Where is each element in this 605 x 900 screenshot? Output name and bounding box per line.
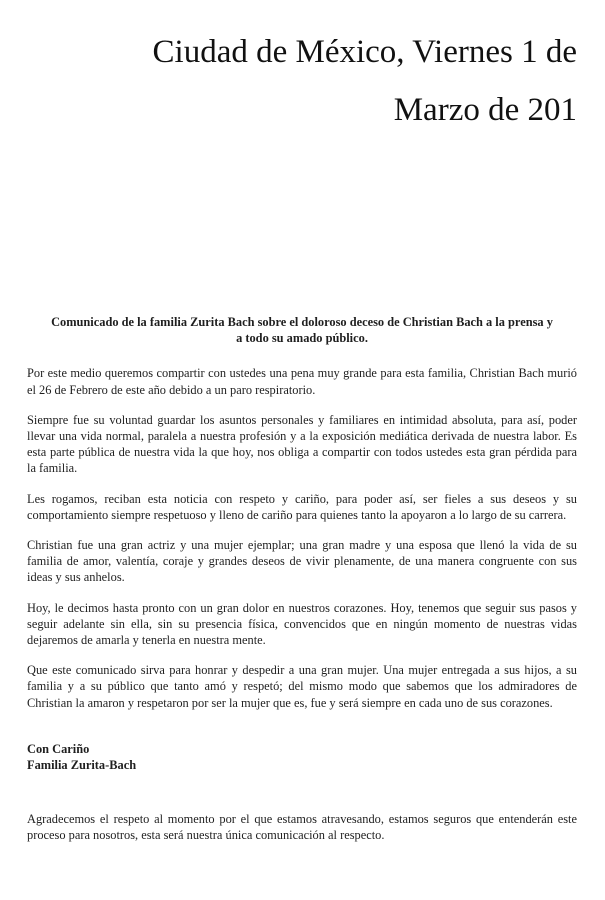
paragraph-2: Siempre fue su voluntad guardar los asuntos personales y familiares en intimidad absoluta, para así, poder llevar una vida normal, paralela a nuestra profesión y a la exposición mediática derivada de nuestra labor. Es esta parte pública de nuestra vida la que hoy, nos obliga a compartir con todos ustedes esta gran pérdida para la familia. <box>27 412 577 476</box>
signoff-greeting: Con Cariño <box>27 741 90 756</box>
statement-heading: Comunicado de la familia Zurita Bach sobre el doloroso deceso de Christian Bach a la prensa y a todo su amado público. <box>51 315 553 346</box>
paragraph-4: Christian fue una gran actriz y una mujer ejemplar; una gran madre y una esposa que llenó la vida de su familia de amor, valentía, coraje y grandes deseos de vivir plenamente, de una manera congruente con sus ideas y sus anhelos. <box>27 538 577 585</box>
date-line-2: Marzo de 201 <box>393 92 577 128</box>
closing-note: Agradecemos el respeto al momento por el que estamos atravesando, estamos seguros que entenderán este proceso para nosotros, esta será nuestra única comunicación al respecto. <box>27 812 577 843</box>
statement-letter <box>27 314 577 844</box>
signoff-block <box>27 741 577 773</box>
date-line-1: Ciudad de México, Viernes 1 de <box>152 34 577 70</box>
paragraph-1: Por este medio queremos compartir con ustedes una pena muy grande para esta familia, Christian Bach murió el 26 de Febrero de este año debido a un paro respiratorio. <box>27 366 577 397</box>
signoff-family: Familia Zurita-Bach <box>27 758 137 773</box>
paragraph-3: Les rogamos, reciban esta noticia con respeto y cariño, para poder así, ser fieles a sus deseos y su comportamiento siempre respetuoso y lleno de cariño para quienes tanto la apoyaron a lo largo de su carrera. <box>27 491 577 522</box>
paragraph-6: Que este comunicado sirva para honrar y despedir a una gran mujer. Una mujer entregada a sus hijos, a su familia y a su público que tanto amó y respetó; del mismo modo que sabemos que los admiradores de Christian la amaron y respetaron por ser la mujer que es, fue y será siempre en cada uno de sus corazones. <box>27 663 577 710</box>
paragraph-5: Hoy, le decimos hasta pronto con un gran dolor en nuestros corazones. Hoy, tenemos que seguir sus pasos y seguir adelante sin ella, sin su presencia física, convencidos que en ningún momento de nuestras vidas dejaremos de amarla y tenerla en nuestra mente. <box>27 600 577 648</box>
